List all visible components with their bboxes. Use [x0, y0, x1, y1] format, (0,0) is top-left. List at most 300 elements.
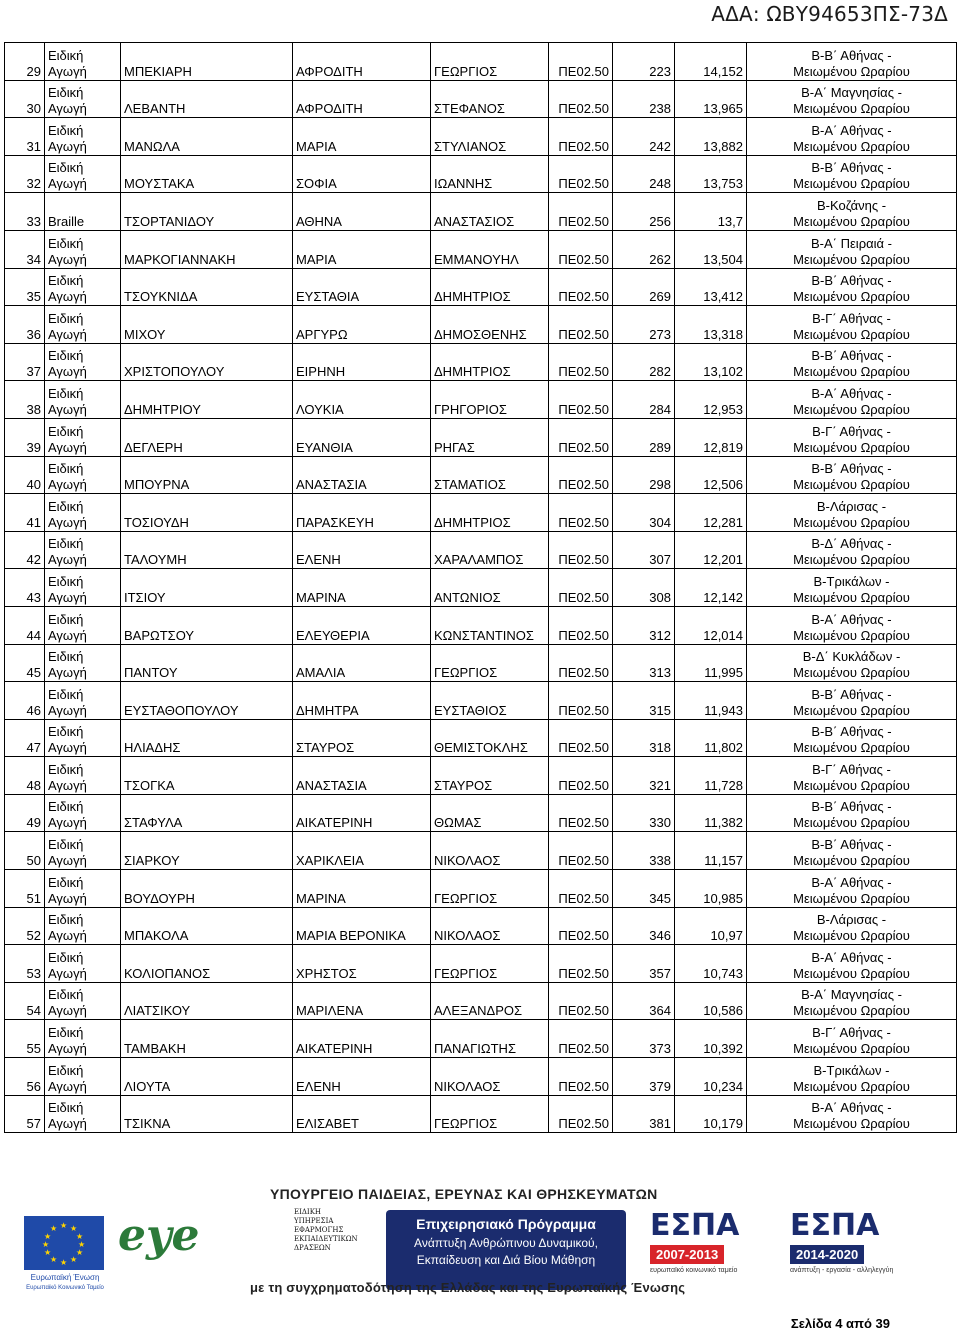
rank-cell: 330 [613, 794, 675, 832]
region-line-2: Μειωμένου Ωραρίου [793, 1003, 910, 1019]
rank-cell: 338 [613, 832, 675, 870]
father-name-cell: ΑΛΕΞΑΝΔΡΟΣ [431, 982, 549, 1020]
category-line-2: Αγωγή [48, 627, 87, 643]
region-cell [747, 945, 957, 983]
specialty-cell: ΠΕ02.50 [549, 1095, 613, 1133]
region-line-1: Β-Β΄ Αθήνας - [811, 686, 892, 702]
score-cell: 13,965 [675, 80, 747, 118]
region-line-1: Β-Α΄ Αθήνας - [811, 611, 892, 627]
father-name-cell: ΘΩΜΑΣ [431, 794, 549, 832]
category-line-1: Ειδική [48, 348, 84, 364]
program-box: Επιχειρησιακό Πρόγραμμα Ανάπτυξη Ανθρώπινου Δυναμικού, Εκπαίδευση και Διά Βίου Μάθηση [386, 1210, 626, 1290]
score-cell: 12,142 [675, 569, 747, 607]
category-line-2: Αγωγή [48, 401, 87, 417]
category-line-1: Ειδική [48, 611, 84, 627]
region-cell [747, 1058, 957, 1096]
father-name-cell: ΣΤΑΜΑΤΙΟΣ [431, 456, 549, 494]
table-row [5, 982, 957, 1020]
father-name-cell: ΣΤΥΛΙΑΝΟΣ [431, 118, 549, 156]
row-number: 47 [5, 719, 45, 757]
name-cell: ΑΦΡΟΔΙΤΗ [293, 43, 431, 81]
category-line-1: Ειδική [48, 649, 84, 665]
score-cell: 11,157 [675, 832, 747, 870]
surname-cell: ΤΑΜΒΑΚΗ [121, 1020, 293, 1058]
category-cell [45, 569, 121, 607]
rank-cell: 248 [613, 155, 675, 193]
region-cell [747, 1095, 957, 1133]
score-cell: 10,586 [675, 982, 747, 1020]
father-name-cell: ΝΙΚΟΛΑΟΣ [431, 907, 549, 945]
row-number: 57 [5, 1095, 45, 1133]
specialty-cell: ΠΕ02.50 [549, 794, 613, 832]
category-line-1: Ειδική [48, 799, 84, 815]
category-line-1: Ειδική [48, 498, 84, 514]
region-line-2: Μειωμένου Ωραρίου [793, 815, 910, 831]
region-line-1: Β-Α΄ Πειραιά - [811, 235, 892, 251]
name-cell: ΜΑΡΙΑ [293, 118, 431, 156]
region-line-1: Β-Β΄ Αθήνας - [811, 160, 892, 176]
category-cell [45, 907, 121, 945]
surname-cell: ΜΑΡΚΟΓΙΑΝΝΑΚΗ [121, 230, 293, 268]
surname-cell: ΤΣΟΡΤΑΝΙΔΟΥ [121, 193, 293, 231]
rank-cell: 315 [613, 682, 675, 720]
score-cell: 13,882 [675, 118, 747, 156]
rank-cell: 357 [613, 945, 675, 983]
region-line-1: Β-Τρικάλων - [813, 573, 890, 589]
region-cell [747, 418, 957, 456]
category-line-2: Αγωγή [48, 815, 87, 831]
father-name-cell: ΘΕΜΙΣΤΟΚΛΗΣ [431, 719, 549, 757]
category-line-2: Αγωγή [48, 1078, 87, 1094]
region-line-1: Β-Β΄ Αθήνας - [811, 837, 892, 853]
category-line-1: Ειδική [48, 47, 84, 63]
region-line-2: Μειωμένου Ωραρίου [793, 213, 910, 229]
table-row [5, 155, 957, 193]
name-cell: ΕΙΡΗΝΗ [293, 343, 431, 381]
region-cell [747, 1020, 957, 1058]
region-line-2: Μειωμένου Ωραρίου [793, 890, 910, 906]
name-cell: ΠΑΡΑΣΚΕΥΗ [293, 494, 431, 532]
region-line-1: Β-Γ΄ Αθήνας - [812, 423, 891, 439]
region-cell [747, 230, 957, 268]
category-line-2: Αγωγή [48, 176, 87, 192]
table-row [5, 418, 957, 456]
category-line-2: Αγωγή [48, 439, 87, 455]
document-code: ΑΔΑ: ΩΒΥ94653ΠΣ-73Δ [711, 2, 948, 26]
surname-cell: ΒΑΡΩΤΣΟΥ [121, 606, 293, 644]
name-cell: ΕΛΕΝΗ [293, 531, 431, 569]
specialty-cell: ΠΕ02.50 [549, 43, 613, 81]
name-cell: ΣΤΑΥΡΟΣ [293, 719, 431, 757]
category-line-1 [48, 198, 117, 214]
region-cell [747, 268, 957, 306]
category-line-1: Ειδική [48, 1100, 84, 1116]
region-cell [747, 43, 957, 81]
score-cell: 11,995 [675, 644, 747, 682]
surname-cell: ΤΣΙΚΝΑ [121, 1095, 293, 1133]
rank-cell: 312 [613, 606, 675, 644]
rank-cell: 313 [613, 644, 675, 682]
table-row [5, 832, 957, 870]
row-number: 44 [5, 606, 45, 644]
region-cell [747, 569, 957, 607]
ministry-title: ΥΠΟΥΡΓΕΙΟ ΠΑΙΔΕΙΑΣ, ΕΡΕΥΝΑΣ ΚΑΙ ΘΡΗΣΚΕΥΜΑΤΩΝ [270, 1186, 658, 1202]
rank-cell: 321 [613, 757, 675, 795]
region-cell [747, 80, 957, 118]
category-line-2: Αγωγή [48, 251, 87, 267]
category-cell [45, 757, 121, 795]
name-cell: ΧΡΗΣΤΟΣ [293, 945, 431, 983]
score-cell: 13,504 [675, 230, 747, 268]
score-cell: 12,014 [675, 606, 747, 644]
category-line-2: Αγωγή [48, 777, 87, 793]
surname-cell: ΕΥΣΤΑΘΟΠΟΥΛΟΥ [121, 682, 293, 720]
rank-cell: 379 [613, 1058, 675, 1096]
row-number: 33 [5, 193, 45, 231]
cofund-text: με τη συγχρηματοδότηση της Ελλάδας και της Ευρωπαϊκής Ένωσης [250, 1280, 686, 1295]
region-line-2: Μειωμένου Ωραρίου [793, 740, 910, 756]
category-cell [45, 945, 121, 983]
name-cell: ΑΙΚΑΤΕΡΙΝΗ [293, 1020, 431, 1058]
name-cell: ΑΝΑΣΤΑΣΙΑ [293, 757, 431, 795]
row-number: 32 [5, 155, 45, 193]
rank-cell: 381 [613, 1095, 675, 1133]
region-line-2: Μειωμένου Ωραρίου [793, 1116, 910, 1132]
region-line-2: Μειωμένου Ωραρίου [793, 665, 910, 681]
region-line-2: Μειωμένου Ωραρίου [793, 251, 910, 267]
surname-cell: ΤΟΣΙΟΥΔΗ [121, 494, 293, 532]
table-row [5, 1095, 957, 1133]
table-row [5, 569, 957, 607]
page-number: Σελίδα 4 από 39 [790, 1316, 890, 1331]
rank-cell: 269 [613, 268, 675, 306]
row-number: 41 [5, 494, 45, 532]
region-line-1: Β-Γ΄ Αθήνας - [812, 310, 891, 326]
surname-cell: ΜΠΟΥΡΝΑ [121, 456, 293, 494]
region-line-1: Β-Β΄ Αθήνας - [811, 724, 892, 740]
category-line-1: Ειδική [48, 761, 84, 777]
table-row [5, 907, 957, 945]
category-cell [45, 118, 121, 156]
row-number: 36 [5, 306, 45, 344]
specialty-cell: ΠΕ02.50 [549, 870, 613, 908]
table-row [5, 1058, 957, 1096]
score-cell: 12,953 [675, 381, 747, 419]
rank-cell: 284 [613, 381, 675, 419]
table-row [5, 531, 957, 569]
category-line-1: Ειδική [48, 686, 84, 702]
category-line-2: Αγωγή [48, 63, 87, 79]
name-cell: ΕΛΙΣΑΒΕΤ [293, 1095, 431, 1133]
row-number: 40 [5, 456, 45, 494]
specialty-cell: ΠΕ02.50 [549, 1058, 613, 1096]
category-line-1: Ειδική [48, 987, 84, 1003]
row-number: 48 [5, 757, 45, 795]
rank-cell: 373 [613, 1020, 675, 1058]
category-cell [45, 193, 121, 231]
surname-cell: ΤΣΟΓΚΑ [121, 757, 293, 795]
region-cell [747, 794, 957, 832]
father-name-cell: ΠΑΝΑΓΙΩΤΗΣ [431, 1020, 549, 1058]
row-number: 43 [5, 569, 45, 607]
table-row [5, 268, 957, 306]
region-line-1: Β-Β΄ Αθήνας - [811, 273, 892, 289]
father-name-cell: ΕΜΜΑΝΟΥΗΛ [431, 230, 549, 268]
row-number: 37 [5, 343, 45, 381]
name-cell: ΜΑΡΙΝΑ [293, 569, 431, 607]
category-line-2: Αγωγή [48, 928, 87, 944]
category-line-1: Ειδική [48, 1025, 84, 1041]
specialty-cell: ΠΕ02.50 [549, 569, 613, 607]
eu-sub: Ευρωπαϊκό Κοινωνικό Ταμείο [26, 1285, 104, 1291]
surname-cell: ΠΑΝΤΟΥ [121, 644, 293, 682]
father-name-cell: ΙΩΑΝΝΗΣ [431, 155, 549, 193]
score-cell: 10,97 [675, 907, 747, 945]
surname-cell: ΜΙΧΟΥ [121, 306, 293, 344]
espa-2007-logo: ΕΣΠΑ 2007-2013 ευρωπαϊκό κοινωνικό ταμείο [650, 1208, 740, 1274]
footer [0, 1180, 960, 1332]
rank-cell: 345 [613, 870, 675, 908]
region-line-2: Μειωμένου Ωραρίου [793, 552, 910, 568]
specialty-cell: ΠΕ02.50 [549, 945, 613, 983]
eu-label: Ευρωπαϊκή Ένωση [30, 1273, 100, 1282]
category-cell [45, 832, 121, 870]
surname-cell: ΣΙΑΡΚΟΥ [121, 832, 293, 870]
category-line-1: Ειδική [48, 536, 84, 552]
region-line-2: Μειωμένου Ωραρίου [793, 777, 910, 793]
category-line-1: Ειδική [48, 423, 84, 439]
score-cell: 13,7 [675, 193, 747, 231]
category-line-2: Αγωγή [48, 1041, 87, 1057]
category-line-2: Αγωγή [48, 1116, 87, 1132]
surname-cell: ΤΑΛΟΥΜΗ [121, 531, 293, 569]
surname-cell: ΛΕΒΑΝΤΗ [121, 80, 293, 118]
surname-cell: ΒΟΥΔΟΥΡΗ [121, 870, 293, 908]
father-name-cell: ΓΕΩΡΓΙΟΣ [431, 644, 549, 682]
region-line-2: Μειωμένου Ωραρίου [793, 326, 910, 342]
category-line-2: Αγωγή [48, 138, 87, 154]
category-line-2: Αγωγή [48, 101, 87, 117]
category-cell [45, 606, 121, 644]
father-name-cell: ΝΙΚΟΛΑΟΣ [431, 1058, 549, 1096]
father-name-cell: ΚΩΝΣΤΑΝΤΙΝΟΣ [431, 606, 549, 644]
category-cell [45, 644, 121, 682]
region-cell [747, 343, 957, 381]
row-number: 38 [5, 381, 45, 419]
category-cell [45, 1058, 121, 1096]
region-line-1: Β-Γ΄ Αθήνας - [812, 761, 891, 777]
name-cell: ΑΙΚΑΤΕΡΙΝΗ [293, 794, 431, 832]
surname-cell: ΣΤΑΦΥΛΑ [121, 794, 293, 832]
rank-cell: 242 [613, 118, 675, 156]
region-line-1: Β-Β΄ Αθήνας - [811, 799, 892, 815]
row-number: 45 [5, 644, 45, 682]
category-cell [45, 155, 121, 193]
category-line-2: Αγωγή [48, 853, 87, 869]
row-number: 34 [5, 230, 45, 268]
table-row [5, 381, 957, 419]
row-number: 55 [5, 1020, 45, 1058]
surname-cell: ΜΠΕΚΙΑΡΗ [121, 43, 293, 81]
score-cell: 13,102 [675, 343, 747, 381]
specialty-cell: ΠΕ02.50 [549, 644, 613, 682]
region-cell [747, 870, 957, 908]
region-cell [747, 494, 957, 532]
category-line-1: Ειδική [48, 724, 84, 740]
specialty-cell: ΠΕ02.50 [549, 907, 613, 945]
name-cell: ΜΑΡΙΑ [293, 230, 431, 268]
specialty-cell: ΠΕ02.50 [549, 531, 613, 569]
surname-cell: ΧΡΙΣΤΟΠΟΥΛΟΥ [121, 343, 293, 381]
specialty-cell: ΠΕ02.50 [549, 494, 613, 532]
father-name-cell: ΔΗΜΗΤΡΙΟΣ [431, 268, 549, 306]
region-line-2: Μειωμένου Ωραρίου [793, 1041, 910, 1057]
name-cell: ΛΟΥΚΙΑ [293, 381, 431, 419]
father-name-cell: ΓΡΗΓΟΡΙΟΣ [431, 381, 549, 419]
specialty-cell: ΠΕ02.50 [549, 230, 613, 268]
father-name-cell: ΓΕΩΡΓΙΟΣ [431, 870, 549, 908]
rank-cell: 223 [613, 43, 675, 81]
specialty-cell: ΠΕ02.50 [549, 456, 613, 494]
region-cell [747, 757, 957, 795]
table-row [5, 606, 957, 644]
row-number: 35 [5, 268, 45, 306]
table-row [5, 43, 957, 81]
table-row [5, 1020, 957, 1058]
specialty-cell: ΠΕ02.50 [549, 80, 613, 118]
region-line-1: Β-Λάρισας - [816, 912, 887, 928]
category-line-1: Ειδική [48, 310, 84, 326]
score-cell: 13,753 [675, 155, 747, 193]
score-cell: 12,281 [675, 494, 747, 532]
category-line-2: Αγωγή [48, 289, 87, 305]
espa-2014-logo: ΕΣΠΑ 2014-2020 ανάπτυξη - εργασία - αλληλεγγύη [790, 1208, 894, 1274]
category-cell [45, 794, 121, 832]
surname-cell: ΗΛΙΑΔΗΣ [121, 719, 293, 757]
table-body [5, 43, 957, 1133]
category-cell [45, 343, 121, 381]
region-line-2: Μειωμένου Ωραρίου [793, 138, 910, 154]
category-cell [45, 456, 121, 494]
row-number: 56 [5, 1058, 45, 1096]
region-line-1: Β-Α΄ Μαγνησίας - [801, 987, 902, 1003]
score-cell: 11,802 [675, 719, 747, 757]
category-line-2: Αγωγή [48, 364, 87, 380]
name-cell: ΑΡΓΥΡΩ [293, 306, 431, 344]
region-cell [747, 682, 957, 720]
row-number: 51 [5, 870, 45, 908]
region-line-2: Μειωμένου Ωραρίου [793, 101, 910, 117]
score-cell: 11,382 [675, 794, 747, 832]
specialty-cell: ΠΕ02.50 [549, 306, 613, 344]
region-line-1: Β-Α΄ Αθήνας - [811, 122, 892, 138]
region-cell [747, 118, 957, 156]
table-row [5, 757, 957, 795]
region-line-2: Μειωμένου Ωραρίου [793, 853, 910, 869]
father-name-cell: ΓΕΩΡΓΙΟΣ [431, 43, 549, 81]
score-cell: 10,392 [675, 1020, 747, 1058]
score-cell: 10,985 [675, 870, 747, 908]
father-name-cell: ΝΙΚΟΛΑΟΣ [431, 832, 549, 870]
region-cell [747, 606, 957, 644]
specialty-cell: ΠΕ02.50 [549, 1020, 613, 1058]
father-name-cell: ΣΤΑΥΡΟΣ [431, 757, 549, 795]
category-line-1: Ειδική [48, 912, 84, 928]
category-line-2: Αγωγή [48, 702, 87, 718]
name-cell: ΣΟΦΙΑ [293, 155, 431, 193]
score-cell: 10,179 [675, 1095, 747, 1133]
eu-flag-icon: ★ ★ ★ ★ ★ ★ ★ ★ ★ ★ ★ ★ [24, 1216, 104, 1270]
specialty-cell: ΠΕ02.50 [549, 155, 613, 193]
table-row [5, 494, 957, 532]
rank-cell: 364 [613, 982, 675, 1020]
region-line-2: Μειωμένου Ωραρίου [793, 514, 910, 530]
region-cell [747, 644, 957, 682]
category-cell [45, 494, 121, 532]
row-number: 42 [5, 531, 45, 569]
name-cell: ΕΥΣΤΑΘΙΑ [293, 268, 431, 306]
region-line-2: Μειωμένου Ωραρίου [793, 589, 910, 605]
region-cell [747, 381, 957, 419]
table-row [5, 682, 957, 720]
surname-cell: ΔΕΓΛΕΡΗ [121, 418, 293, 456]
father-name-cell: ΔΗΜΟΣΘΕΝΗΣ [431, 306, 549, 344]
row-number: 50 [5, 832, 45, 870]
name-cell: ΕΛΕΥΘΕΡΙΑ [293, 606, 431, 644]
region-cell [747, 719, 957, 757]
category-line-1: Ειδική [48, 461, 84, 477]
row-number: 52 [5, 907, 45, 945]
category-line-2: Αγωγή [48, 890, 87, 906]
rank-cell: 308 [613, 569, 675, 607]
region-line-1: Β-Α΄ Αθήνας - [811, 949, 892, 965]
table-row [5, 456, 957, 494]
specialty-cell: ΠΕ02.50 [549, 719, 613, 757]
region-line-1: Β-Α΄ Μαγνησίας - [801, 85, 902, 101]
father-name-cell: ΑΝΑΣΤΑΣΙΟΣ [431, 193, 549, 231]
father-name-cell: ΓΕΩΡΓΙΟΣ [431, 945, 549, 983]
category-line-2: Αγωγή [48, 740, 87, 756]
category-line-1: Ειδική [48, 949, 84, 965]
table-row [5, 343, 957, 381]
specialty-cell: ΠΕ02.50 [549, 418, 613, 456]
category-line-2: Αγωγή [48, 477, 87, 493]
category-cell [45, 381, 121, 419]
category-cell [45, 1095, 121, 1133]
region-line-2: Μειωμένου Ωραρίου [793, 63, 910, 79]
surname-cell: ΜΑΝΩΛΑ [121, 118, 293, 156]
category-line-2: Αγωγή [48, 552, 87, 568]
row-number: 53 [5, 945, 45, 983]
name-cell: ΑΘΗΝΑ [293, 193, 431, 231]
father-name-cell: ΕΥΣΤΑΘΙΟΣ [431, 682, 549, 720]
specialty-cell: ΠΕ02.50 [549, 268, 613, 306]
region-line-2: Μειωμένου Ωραρίου [793, 928, 910, 944]
table-row [5, 306, 957, 344]
father-name-cell: ΔΗΜΗΤΡΙΟΣ [431, 343, 549, 381]
region-line-2: Μειωμένου Ωραρίου [793, 364, 910, 380]
surname-cell: ΙΤΣΙΟΥ [121, 569, 293, 607]
category-line-1: Ειδική [48, 874, 84, 890]
category-cell [45, 531, 121, 569]
rank-cell: 307 [613, 531, 675, 569]
region-line-2: Μειωμένου Ωραρίου [793, 965, 910, 981]
region-line-1: Β-Α΄ Αθήνας - [811, 874, 892, 890]
region-line-1: Β-Β΄ Αθήνας - [811, 461, 892, 477]
rank-cell: 318 [613, 719, 675, 757]
region-cell [747, 193, 957, 231]
region-cell [747, 456, 957, 494]
